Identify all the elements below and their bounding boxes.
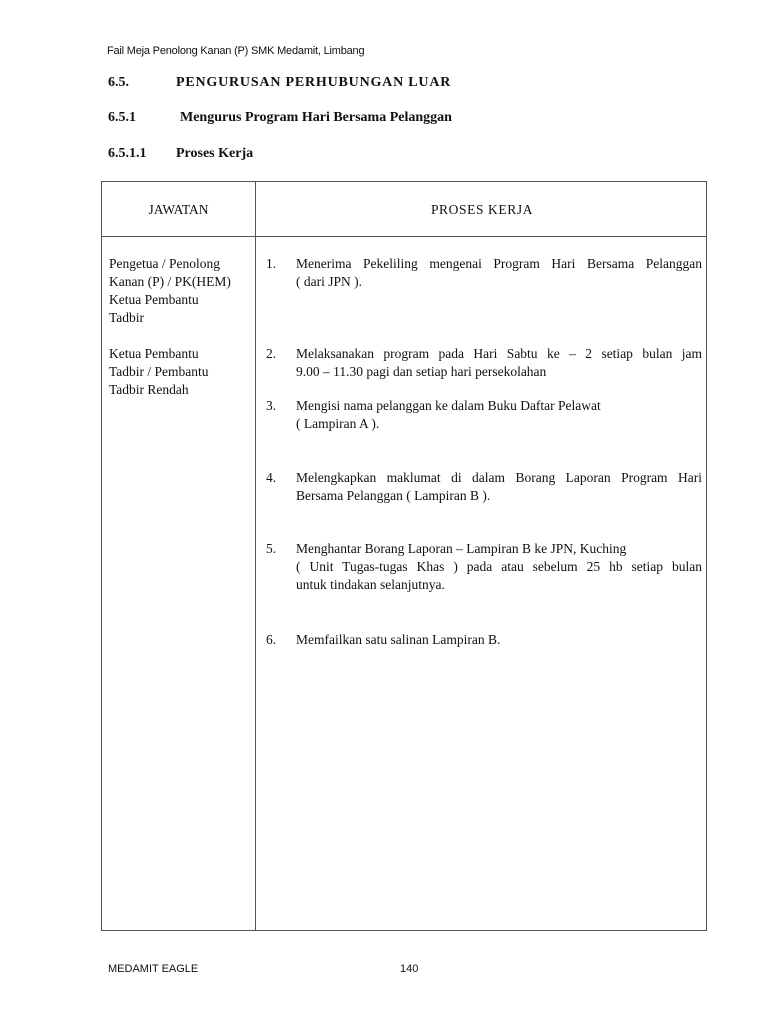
step-number: 6. bbox=[266, 632, 277, 647]
step-line: Menghantar Borang Laporan – Lampiran B ke JPN, Kuching bbox=[296, 541, 627, 556]
process-step bbox=[266, 469, 702, 505]
step-text bbox=[296, 345, 702, 381]
column-header-proses-kerja: PROSES KERJA bbox=[430, 202, 534, 217]
role-line: Tadbir Rendah bbox=[109, 382, 189, 397]
table-header-divider bbox=[102, 236, 706, 237]
step-line: ( Unit Tugas-tugas Khas ) pada atau sebelum 25 hb setiap bulan bbox=[296, 559, 702, 574]
column-header-jawatan: JAWATAN bbox=[148, 202, 209, 217]
role-line: Kanan (P) / PK(HEM) bbox=[109, 274, 231, 289]
step-line: Menerima Pekeliling mengenai Program Hari Bersama Pelanggan bbox=[296, 256, 702, 271]
step-number: 1. bbox=[266, 256, 277, 271]
table-column-divider bbox=[255, 182, 256, 930]
step-line: Memfailkan satu salinan Lampiran B. bbox=[296, 632, 501, 647]
section-title: PENGURUSAN PERHUBUNGAN LUAR bbox=[176, 75, 452, 90]
footer-label: MEDAMIT EAGLE bbox=[108, 963, 199, 975]
process-table bbox=[101, 181, 707, 931]
section-title: Mengurus Program Hari Bersama Pelanggan bbox=[180, 110, 452, 125]
step-line: ( dari JPN ). bbox=[296, 274, 362, 289]
process-step bbox=[266, 631, 702, 649]
process-step bbox=[266, 397, 702, 433]
section-number: 6.5.1 bbox=[108, 110, 136, 125]
role-line: Ketua Pembantu bbox=[109, 346, 199, 361]
role-line: Ketua Pembantu bbox=[109, 292, 199, 307]
role-entry bbox=[109, 345, 251, 399]
section-number: 6.5.1.1 bbox=[108, 146, 147, 161]
step-text bbox=[296, 397, 702, 433]
step-line: 9.00 – 11.30 pagi dan setiap hari persekolahan bbox=[296, 364, 547, 379]
step-line: ( Lampiran A ). bbox=[296, 416, 380, 431]
step-text bbox=[296, 540, 702, 594]
step-line: untuk tindakan selanjutnya. bbox=[296, 577, 445, 592]
section-number: 6.5. bbox=[108, 75, 129, 90]
step-number: 4. bbox=[266, 470, 277, 485]
process-step bbox=[266, 345, 702, 381]
step-text bbox=[296, 255, 702, 291]
step-text bbox=[296, 469, 702, 505]
role-line: Pengetua / Penolong bbox=[109, 256, 220, 271]
step-line: Mengisi nama pelanggan ke dalam Buku Daftar Pelawat bbox=[296, 398, 601, 413]
step-line: Melengkapkan maklumat di dalam Borang Laporan Program Hari bbox=[296, 470, 702, 485]
step-line: Melaksanakan program pada Hari Sabtu ke – 2 setiap bulan jam bbox=[296, 346, 702, 361]
step-text bbox=[296, 631, 702, 649]
role-line: Tadbir bbox=[109, 310, 145, 325]
role-entry bbox=[109, 255, 251, 327]
step-line: Bersama Pelanggan ( Lampiran B ). bbox=[296, 488, 491, 503]
process-step bbox=[266, 540, 702, 594]
step-number: 2. bbox=[266, 346, 277, 361]
section-title: Proses Kerja bbox=[176, 146, 254, 161]
role-line: Tadbir / Pembantu bbox=[109, 364, 209, 379]
process-step bbox=[266, 255, 702, 291]
step-number: 5. bbox=[266, 541, 277, 556]
step-number: 3. bbox=[266, 398, 277, 413]
document-header-note: Fail Meja Penolong Kanan (P) SMK Medamit, Limbang bbox=[107, 45, 365, 57]
page-number: 140 bbox=[400, 963, 419, 975]
